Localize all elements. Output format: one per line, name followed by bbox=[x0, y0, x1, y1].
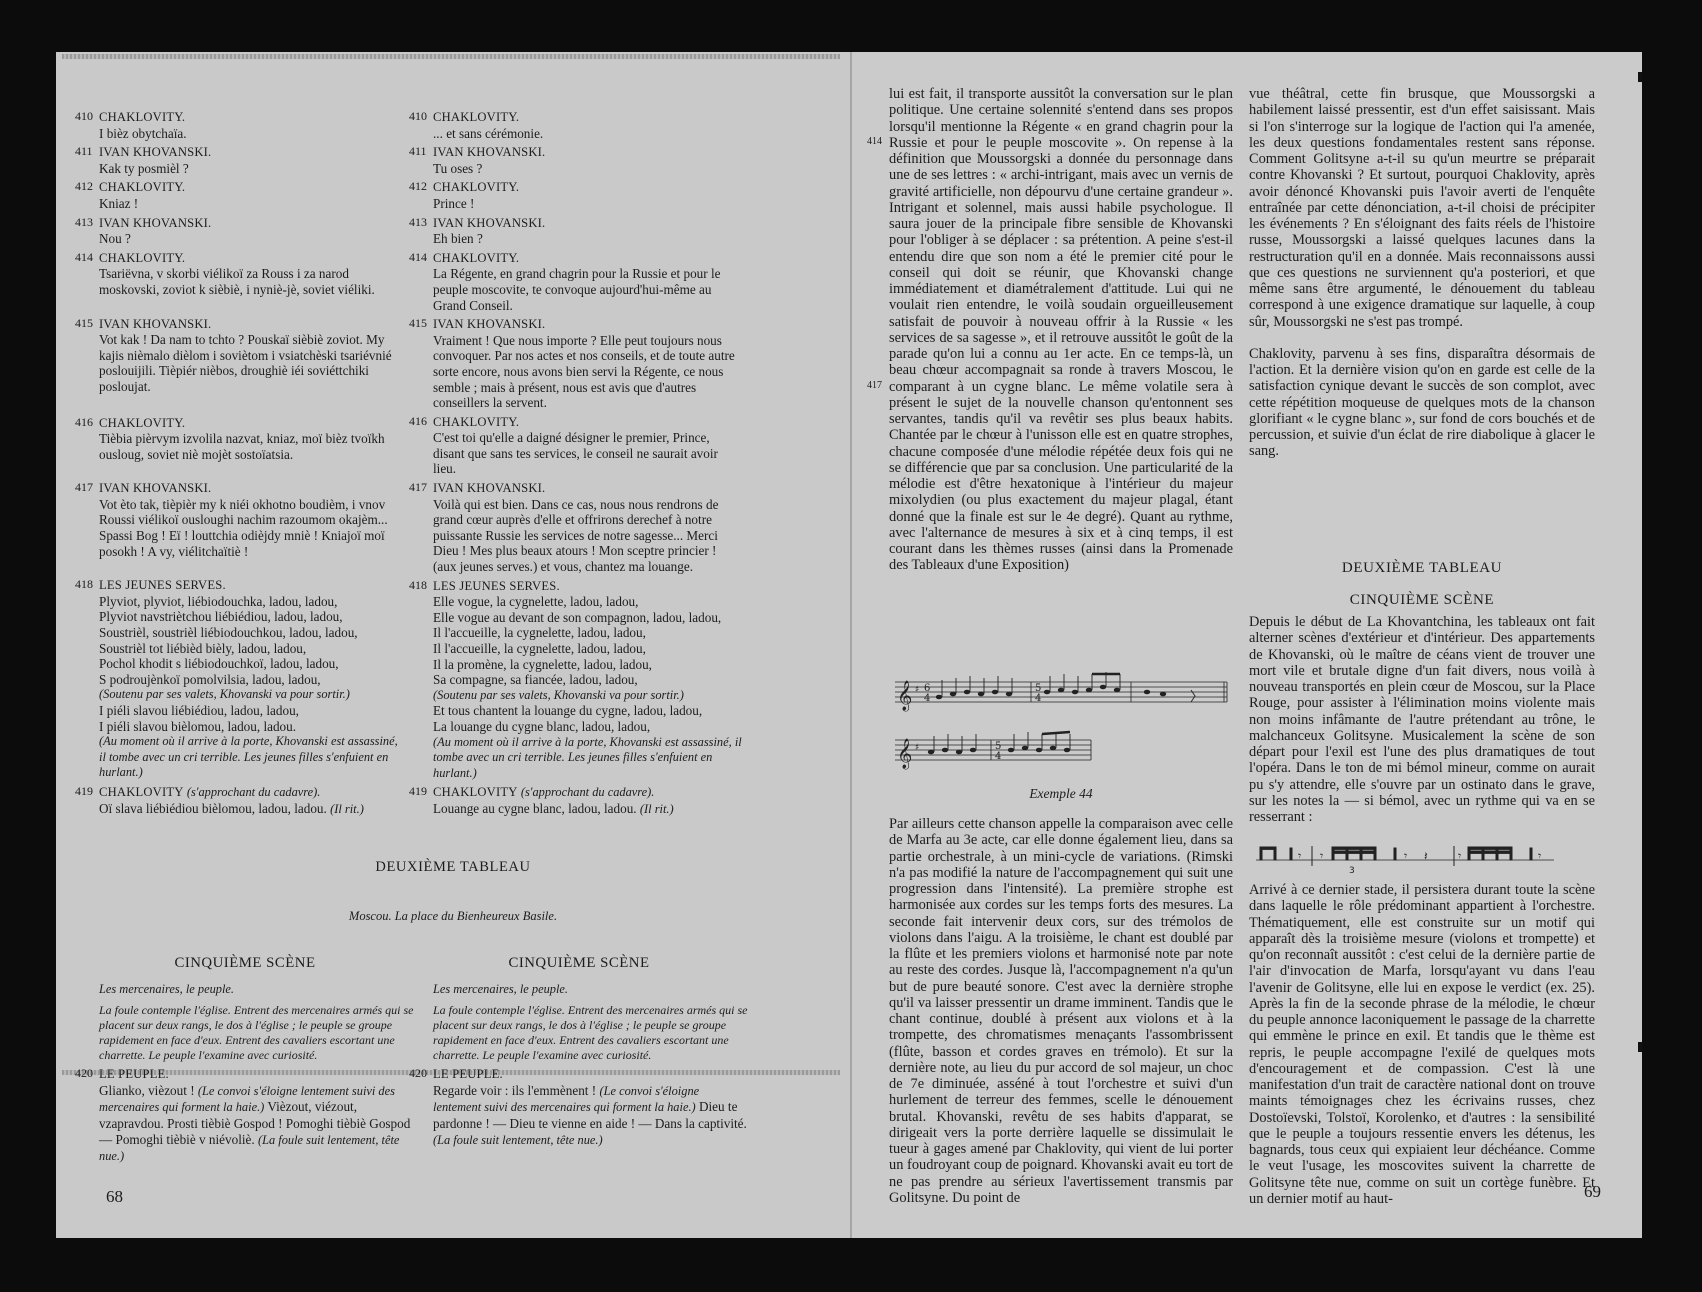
dialogue-entry bbox=[75, 784, 407, 817]
dialogue-entry bbox=[75, 316, 407, 395]
dialogue-entry bbox=[409, 250, 743, 313]
essay-paragraph: Chaklovity, parvenu à ses fins, disparaîtra désormais de l'action. Et la dernière vision qu'on en garde est celle de la satisfaction cynique devant le succès de son complot, avec cette répétition moqueuse de quelques mots de la chanson glorifiant « le cygne blanc », sur fond de cors bouchés et de percussion, et suivie d'un éclat de rire diabolique à glacer le sang. bbox=[1249, 345, 1595, 460]
dialogue-entry bbox=[409, 215, 743, 247]
scene-cast: Les mercenaires, le peuple. bbox=[433, 981, 568, 996]
line-text: ... et sans cérémonie. bbox=[433, 125, 544, 141]
verse-line: Sa compagne, sa fiancée, ladou, ladou, bbox=[433, 672, 638, 688]
scene-french bbox=[409, 956, 749, 1148]
top-rule bbox=[62, 54, 840, 59]
speaker: IVAN KHOVANSKI. bbox=[99, 145, 212, 160]
dialogue-entry bbox=[75, 480, 407, 559]
svg-text:4: 4 bbox=[924, 693, 931, 704]
svg-text:𝄾: 𝄾 bbox=[1458, 849, 1462, 863]
speaker: IVAN KHOVANSKI. bbox=[433, 215, 546, 230]
line-text: Voilà qui est bien. Dans ce cas, nous nous rendrons de grand cœur auprès d'elle et offrirons derechef à notre puissante Russie les services de notre sagesse... Merci Dieu ! Mes plus beaux atours ! Mon sceptre princier ! (aux jeunes serves.) et vous, chantez ma louange. bbox=[433, 496, 719, 575]
line-text: Dieu te pardonne ! — Dieu te vienne en aide ! — Dans la captivité. bbox=[433, 1099, 747, 1131]
dialogue-entry bbox=[75, 415, 407, 463]
line-text: Prince ! bbox=[433, 195, 475, 211]
svg-text:♯: ♯ bbox=[915, 743, 920, 753]
dialogue-entry bbox=[75, 250, 407, 298]
svg-text:♯: ♯ bbox=[915, 685, 920, 695]
margin-line-ref: 414 bbox=[867, 136, 882, 147]
speaker: LES JEUNES SERVES. bbox=[99, 578, 226, 593]
stage-direction: (Soutenu par ses valets, Khovanski va pour sortir.) bbox=[99, 687, 350, 702]
speaker: IVAN KHOVANSKI. bbox=[99, 481, 212, 496]
line-text: Tièbia pièrvym izvolila nazvat, kniaz, moï bièz tvoïkh ousloug, soviet niè mojèt sostoïatsia. bbox=[99, 431, 385, 462]
dialogue-entry bbox=[75, 109, 407, 141]
speaker: IVAN KHOVANSKI. bbox=[433, 317, 546, 332]
triplet-mark: 3 bbox=[1349, 866, 1355, 874]
dialogue-entry bbox=[409, 1066, 749, 1148]
line-text: Kniaz ! bbox=[99, 195, 139, 211]
svg-text:𝄞: 𝄞 bbox=[897, 681, 913, 711]
speaker: LES JEUNES SERVES. bbox=[433, 578, 560, 593]
line-text: C'est toi qu'elle a daigné désigner le premier, Prince, disant que sans tes services, le conseil ne saurait avoir lieu. bbox=[433, 430, 718, 477]
line-number: 419 bbox=[409, 784, 427, 799]
verse-line: Et tous chantent la louange du cygne, ladou, ladou, bbox=[433, 703, 703, 719]
verse-line: Soustrièl, soustrièl liébiodouchkou, ladou, ladou, bbox=[99, 625, 358, 641]
dialogue-entry bbox=[409, 414, 743, 477]
speaker: CHAKLOVITY bbox=[99, 784, 184, 799]
line-number: 410 bbox=[409, 109, 427, 123]
speaker: LE PEUPLE. bbox=[99, 1067, 169, 1082]
dialogue-entry bbox=[75, 179, 407, 211]
verse-line: S podroujènkoï pomolvilsia, ladou, ladou, bbox=[99, 671, 321, 687]
verse-line: Plyviot, plyviot, liébiodouchka, ladou, ladou, bbox=[99, 593, 338, 609]
essay-column-1 bbox=[867, 86, 1233, 590]
stage-direction: (Au moment où il arrive à la porte, Khovanski est assassiné, il tombe avec un cri terrible. Les jeunes filles s'enfuient en hurlant.) bbox=[433, 734, 742, 780]
dialogue-entry bbox=[75, 144, 407, 176]
margin-line-ref: 417 bbox=[867, 380, 882, 391]
svg-text:4: 4 bbox=[1035, 693, 1042, 704]
line-text: Vot kak ! Da nam to tchto ? Pouskaï sièbiè zoviot. My kajis nièmalo dièlom i soviètom i vsiatchèski tsariévnié poslouijili. Tièpiér nièbos, droughiè iéi soviéttchiki posloujat. bbox=[99, 332, 392, 394]
verse-line: I piéli slavou bièlomou, ladou, ladou. bbox=[99, 718, 297, 734]
line-text: Kak ty posmièl ? bbox=[99, 160, 189, 176]
dialogue-entry bbox=[75, 577, 407, 781]
speaker: CHAKLOVITY. bbox=[99, 415, 186, 430]
line-number: 420 bbox=[409, 1066, 427, 1081]
dialogue-entry bbox=[409, 316, 743, 411]
stage-direction: (La foule suit lentement, tête nue.) bbox=[433, 1132, 603, 1147]
page-edge-mark bbox=[1638, 1042, 1642, 1052]
verse-line: Il la promène, la cygnelette, ladou, ladou, bbox=[433, 656, 652, 672]
svg-text:𝄾: 𝄾 bbox=[1404, 849, 1408, 863]
russian-column bbox=[75, 109, 407, 817]
line-number: 415 bbox=[75, 315, 93, 330]
line-number: 413 bbox=[409, 214, 427, 229]
line-number: 417 bbox=[409, 480, 427, 495]
essay-paragraph: Depuis le début de La Khovantchina, les tableaux ont fait alterner scènes d'extérieur et d'intérieur. Des appartements de Khovanski, où le maître de céans vient de trouver une mort vile et brutale digne d'un fait divers, nous voilà à nouveau transportés en plein cœur de Moscou, sur la Place Rouge, pour assister à l'élimination moins violente mais non moins infâmante de l'autre prétendant au trône, le malchanceux Golitsyne. Musicalement la scène de son départ pour l'exil est l'une des plus dramatiques de tout l'opéra. Dans le ton de mi bémol mineur, comme on aurait pu s'y attendre, elle s'ouvre par un ostinato dans le grave, sur les notes la — si bémol, avec un rythme qui va en se resserrant : bbox=[1249, 614, 1595, 825]
line-number: 420 bbox=[75, 1066, 93, 1081]
example-caption: Exemple 44 bbox=[1029, 786, 1093, 801]
dialogue-entry bbox=[409, 784, 743, 817]
essay-column-2-end bbox=[1249, 882, 1595, 1223]
svg-text:5: 5 bbox=[1035, 683, 1042, 694]
essay-paragraph: Arrivé à ce dernier stade, il persistera durant toute la scène dans laquelle le rôle prédominant appartient à l'orchestre. Thématiquement, elle est construite sur un motif qui apparaît dès la troisième mesure (violons et trompette) et qu'on reconnaît aussitôt : c'est celui de la dernière partie de l'air d'invocation de Marfa, lorsqu'ayant vu dans l'eau l'avenir de Golitsyne, elle lui en expose le verdict (ex. 25). Après la fin de la seconde phrase de la mélodie, le chœur du peuple annonce laconiquement le passage de la charrette qui emmène le prince en exil. Et tandis que le thème est repris, le peuple accompagne l'exilé de quelques mots d'encouragement et de compassion. C'est là une manifestation d'un trait de caractère national dont on trouve maints témoignages chez les écrivains russes, chez Dostoïevski, Tolstoï, Korolenko, et d'autres : la sensibilité que le peuple a toujours ressentie envers les détenus, les bagnards, tous ceux qui expiaient leur déchéance. Comme le veut l'usage, les moscovites suivent la charrette de Golitsyne tête nue, comme on suit un cortège funèbre. Et un dernier motif au haut- bbox=[1249, 882, 1595, 1207]
speaker: LE PEUPLE. bbox=[433, 1067, 503, 1082]
verse-line: La louange du cygne blanc, ladou, ladou, bbox=[433, 718, 651, 734]
dialogue-entry bbox=[409, 179, 743, 211]
line-number: 412 bbox=[409, 179, 427, 194]
svg-text:𝄞: 𝄞 bbox=[897, 739, 913, 769]
speaker: IVAN KHOVANSKI. bbox=[99, 316, 212, 331]
line-number: 411 bbox=[75, 144, 93, 159]
line-number: 418 bbox=[75, 577, 93, 592]
left-page bbox=[56, 52, 850, 1238]
essay-paragraph: lui est fait, il transporte aussitôt la conversation sur le plan politique. Une certaine solennité s'entend dans ses propos lorsqu'il mentionne la Régente « en grand chagrin pour la Russie et pour le peuple moscovite ». On repense à la définition que Moussorgski a donnée du personnage dans une de ses lettres : « archi-intrigant, mais avec un vernis de gravité artificielle, non dépourvu d'une certaine grandeur ». Intrigant et solennel, mais aussi habile psychologue. Il saura jouer de la principale fibre sensible de Khovanski pour l'obliger à se déplacer : sa prétention. A peine s'est-il entendu dire que son nom a été le premier cité pour le conseil qui doit se réunir, que Khovanski change immédiatement et diamétralement d'attitude. Lui qui ne voulait rien entendre, le voilà soudain orgueilleusement satisfait de pouvoir à nouveau offrir à la Russie « les services de sa sagesse », et il retrouve aussitôt le goût de la parade qu'on lui a connu au 1er acte. En ce temps-là, un beau chœur accompagnait sa ronde à travers Moscou, le comparant à un cygne blanc. Le même volatile sera à présent le sujet de la nouvelle chanson qu'entonnent ses servantes, tandis qu'il va revêtir ses plus beaux habits. Chantée par le chœur à l'unisson elle est en quatre strophes, chacune composée d'une mélodie répétée deux fois qui ne se différencie que par sa conclusion. Une particularité de la mélodie est d'être hexatonique à l'intérieur du majeur mixolydien (ou plus exactement du majeur plagal, étant donné que la finale est sur le 4e degré). Quant au rythme, avec l'alternance de mesures à six et à cinq temps, il est courant dans les thèmes russes (ainsi dans la Promenade des Tableaux d'une Exposition) bbox=[889, 86, 1233, 574]
dialogue-entry bbox=[75, 1066, 415, 1165]
stage-direction: (Le convoi s'éloigne lentement suivi des mercenaires qui forment la haie.) bbox=[99, 1083, 395, 1115]
verse-line: I piéli slavou liébiédiou, ladou, ladou, bbox=[99, 703, 299, 718]
stage-direction: (Au moment où il arrive à la porte, Khovanski est assassiné, il tombe avec un cri terrible. Les jeunes filles s'enfuient en hurlant.) bbox=[99, 734, 398, 780]
tableau-title: DEUXIÈME TABLEAU bbox=[375, 859, 531, 875]
speaker: IVAN KHOVANSKI. bbox=[99, 215, 212, 230]
verse-line: Soustrièl tot liébièd bièly, ladou, ladou, bbox=[99, 640, 307, 656]
svg-text:6: 6 bbox=[924, 683, 931, 694]
verse-line: Pochol khodit s liébiodouchkoï, ladou, ladou, bbox=[99, 656, 339, 672]
line-number: 410 bbox=[75, 109, 93, 123]
dialogue-entry bbox=[75, 215, 407, 247]
stage-direction: (Soutenu par ses valets, Khovanski va pour sortir.) bbox=[433, 687, 684, 702]
line-text: Glianko, vièzout ! bbox=[99, 1082, 195, 1098]
music-example-44 bbox=[891, 670, 1231, 780]
line-text: Oï slava liébiédiou bièlomou, ladou, ladou. bbox=[99, 800, 327, 816]
line-number: 411 bbox=[409, 144, 427, 159]
svg-text:5: 5 bbox=[995, 741, 1002, 752]
line-number: 415 bbox=[409, 316, 427, 331]
line-text: I bièz obytchaïa. bbox=[99, 125, 187, 141]
line-text: Nou ? bbox=[99, 231, 131, 247]
essay-paragraph: vue théâtral, cette fin brusque, que Moussorgski a habilement laissé pressentir, est d'un effet saisissant. Mais si l'on s'interroge sur la logique de l'action qui l'a amenée, les deux questions fondamentales restent sans réponse. Comment Golitsyne a-t-il su qu'un meurtre se préparait contre Khovanski ? Et surtout, pourquoi Chaklovity, après avoir dénoncé Khovanski puis l'avoir averti de l'enquête entraînée par cette dénonciation, a-t-il choisi de précipiter les événements ? En s'éloignant des faits réels de l'histoire russe, Moussorgski a laissé quelques lacunes dans la restructuration qu'il en a donnée. Mais reconnaissons aussi que ces questions ne surviennent qu'a posteriori, et que même sans être argumenté, le dénouement du tableau correspond à une exigence dramatique sur laquelle, à coup sûr, Moussorgski ne s'est pas trompé. bbox=[1249, 86, 1595, 330]
line-text: Tu oses ? bbox=[433, 160, 483, 176]
line-number: 412 bbox=[75, 179, 93, 194]
rhythm-example bbox=[1254, 842, 1554, 874]
svg-text:𝄽: 𝄽 bbox=[1424, 849, 1428, 863]
line-text: Vièzout, viézout, vzapravdou. Prosti tièbiè Gospod ! Pomoghi tièbiè Gospod — Pomoghi tièbiè v niévoliè. bbox=[99, 1099, 411, 1147]
line-text: Regarde voir : ils l'emmènent ! bbox=[433, 1082, 597, 1098]
page-number: 69 bbox=[1584, 1182, 1601, 1201]
essay-column-1-continued bbox=[889, 816, 1233, 1222]
speaker: CHAKLOVITY bbox=[433, 785, 518, 800]
speaker: CHAKLOVITY. bbox=[433, 110, 520, 124]
verse-line: Il l'accueille, la cygnelette, ladou, ladou, bbox=[433, 625, 646, 641]
dialogue-entry bbox=[409, 144, 743, 176]
scene-title: CINQUIÈME SCÈNE bbox=[1349, 592, 1495, 608]
speaker: CHAKLOVITY. bbox=[99, 180, 186, 195]
verse-line: Elle vogue au devant de son compagnon, ladou, ladou, bbox=[433, 609, 722, 625]
line-text: Tsariëvna, v skorbi viélikoï za Rouss i za narod moskovski, zoviot k sièbiè, i nyniè-jè, soviet viéliki. bbox=[99, 266, 375, 297]
scene-russian bbox=[75, 956, 415, 1165]
line-number: 414 bbox=[75, 249, 93, 264]
stage-direction: (s'approchant du cadavre). bbox=[186, 784, 321, 799]
line-number: 416 bbox=[75, 414, 93, 429]
line-number: 419 bbox=[75, 783, 93, 798]
stage-direction: La foule contemple l'église. Entrent des mercenaires armés qui se placent sur deux rangs, le dos à l'église ; le peuple se groupe rapidement en face d'eux. Entrent des cavaliers escortant une charrette. Le peuple l'examine avec curiosité. bbox=[433, 1003, 748, 1063]
tableau-title: DEUXIÈME TABLEAU bbox=[1341, 560, 1503, 576]
page-edge-mark bbox=[1638, 72, 1642, 82]
stage-direction: (La foule suit lentement, tête nue.) bbox=[99, 1132, 400, 1164]
speaker: CHAKLOVITY. bbox=[433, 180, 520, 195]
verse-line: Plyviot navstriètchou liébiédiou, ladou, ladou, bbox=[99, 609, 343, 625]
right-page bbox=[852, 52, 1642, 1238]
dialogue-entry bbox=[409, 109, 743, 141]
speaker: CHAKLOVITY. bbox=[99, 110, 186, 124]
line-text: Vraiment ! Que nous importe ? Elle peut toujours nous convoquer. Par nos actes et nos conseils, et de toute autre sorte encore, nous avons bien servi la Régente, ce nous semble ; mais à présent, nous est avis que d'autres conseillers la servent. bbox=[433, 332, 735, 411]
speaker: IVAN KHOVANSKI. bbox=[433, 145, 546, 160]
stage-direction: (Il rit.) bbox=[330, 801, 364, 816]
stage-direction: (Le convoi s'éloigne lentement suivi des mercenaires qui forment la haie.) bbox=[433, 1083, 700, 1115]
essay-column-2 bbox=[1249, 86, 1595, 476]
speaker: IVAN KHOVANSKI. bbox=[433, 481, 546, 496]
svg-text:𝄾: 𝄾 bbox=[1320, 849, 1324, 863]
stage-direction: La foule contemple l'église. Entrent des mercenaires armés qui se placent sur deux rangs, le dos à l'église ; le peuple se groupe rapidement en face d'eux. Entrent des cavaliers escortant une charrette. Le peuple l'examine avec curiosité. bbox=[99, 1003, 414, 1063]
line-text: Vot èto tak, tièpièr my k niéi okhotno boudièm, i vnov Roussi viélikoï ousloughi nachim razoumom okajèm... Spassi Bog ! Eï ! louttchia odièjdy mniè ! Kniajoï moï posokh ! A vy, viélitchaïtiè ! bbox=[99, 496, 388, 559]
french-column bbox=[409, 109, 743, 818]
line-number: 417 bbox=[75, 480, 93, 495]
essay-column-2-scene bbox=[1249, 614, 1595, 841]
scene-cast: Les mercenaires, le peuple. bbox=[99, 981, 234, 996]
speaker: CHAKLOVITY. bbox=[433, 250, 520, 265]
stage-direction: (Il rit.) bbox=[639, 801, 674, 816]
line-number: 416 bbox=[409, 413, 427, 428]
line-text: Louange au cygne blanc, ladou, ladou. bbox=[433, 800, 637, 816]
essay-paragraph: Par ailleurs cette chanson appelle la comparaison avec celle de Marfa au 3e acte, car elle donne également lieu, dans sa partie orchestrale, à un mini-cycle de variations. (Rimski n'a pas modifié la nature de l'accompagnement qui suit une progression dans l'intensité). La première strophe est harmonisée aux cordes sur les temps forts des mesures. La seconde fait intervenir deux cors, sur des trémolos de violons dans l'aigu. A la troisième, le chant est doublé par la flûte et les premiers violons et harmonisé note par note au reste des cordes. Jusque là, l'accompagnement n'a qu'un but de pure beauté sonore. C'est avec la dernière strophe qu'il va laisser pressentir un drame imminent. Tandis que le chant continue, doublé à présent aux violons et à la trompette, des chromatismes menaçants l'assombrissent (flûte, basson et cordes graves en trémolo). Et sur la dernière note, au lieu du pur accord de sol majeur, un choc de 7e diminuée, asséné à tout l'orchestre et suivi d'un hurlement de terreur des femmes, scelle le dénouement brutal. Khovanski, revêtu de ses habits d'apparat, se dirigeait vers la porte derrière laquelle se dissimulait le tueur à gages amené par Chaklovity, qui vient de lui porter un foudroyant coup de poignard. Khovanski avait eu tort de ne pas prendre au sérieux l'avertissement transmis par Golitsyne. Du point de bbox=[889, 816, 1233, 1206]
speaker: CHAKLOVITY. bbox=[99, 250, 186, 265]
line-number: 418 bbox=[409, 577, 427, 592]
verse-line: Elle vogue, la cygnelette, ladou, ladou, bbox=[433, 594, 639, 610]
line-text: Eh bien ? bbox=[433, 231, 483, 247]
line-number: 414 bbox=[409, 249, 427, 264]
speaker: CHAKLOVITY. bbox=[433, 414, 520, 429]
scene-title: CINQUIÈME SCÈNE bbox=[508, 955, 650, 971]
svg-text:𝄾: 𝄾 bbox=[1538, 849, 1542, 863]
line-number: 413 bbox=[75, 214, 93, 229]
verse-line: Il l'accueille, la cygnelette, ladou, ladou, bbox=[433, 641, 646, 656]
line-text: La Régente, en grand chagrin pour la Russie et pour le peuple moscovite, te convoque aujourd'hui-même au Grand Conseil. bbox=[433, 266, 721, 313]
dialogue-entry bbox=[409, 578, 743, 782]
svg-text:4: 4 bbox=[995, 751, 1002, 762]
scene-setting: Moscou. La place du Bienheureux Basile. bbox=[348, 909, 558, 923]
stage-direction: (s'approchant du cadavre). bbox=[520, 785, 655, 800]
scene-title: CINQUIÈME SCÈNE bbox=[174, 955, 316, 971]
page-number: 68 bbox=[106, 1187, 123, 1206]
dialogue-entry bbox=[409, 480, 743, 575]
svg-text:𝄾: 𝄾 bbox=[1298, 849, 1302, 863]
